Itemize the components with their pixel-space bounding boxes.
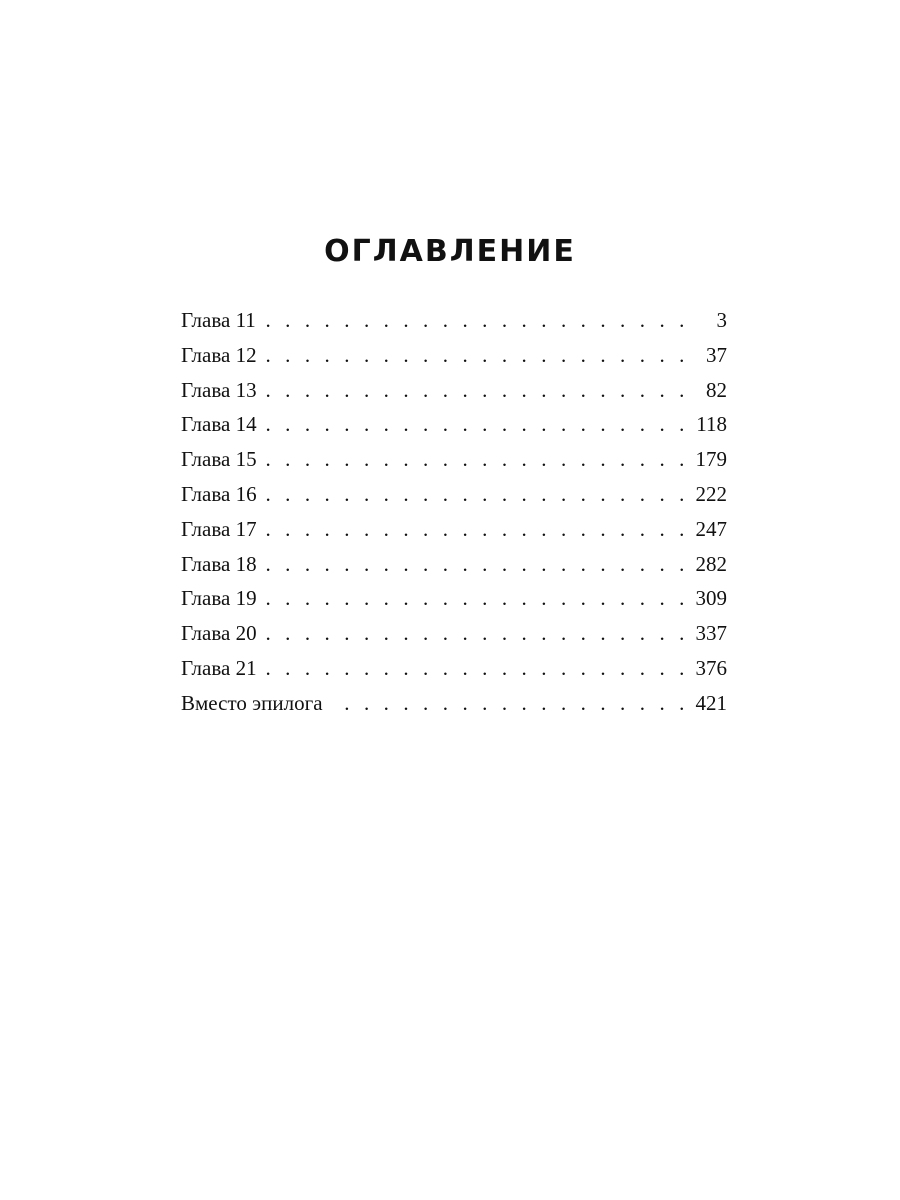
toc-dot-leader xyxy=(263,477,689,512)
toc-entry-label: Глава 21 xyxy=(181,655,257,680)
toc-dot-leader xyxy=(263,581,689,616)
toc-entry-page: 37 xyxy=(706,342,727,367)
toc-dot-leader xyxy=(263,512,689,547)
table-of-contents xyxy=(181,303,727,721)
toc-entry-page: 282 xyxy=(695,551,727,576)
toc-entry-label: Глава 12 xyxy=(181,342,257,367)
toc-entry-page: 421 xyxy=(695,690,727,715)
page-title: ОГЛАВЛЕНИЕ xyxy=(324,234,576,269)
toc-entry-page: 222 xyxy=(695,481,727,506)
toc-entry-label: Глава 15 xyxy=(181,447,257,472)
toc-entry-label: Глава 19 xyxy=(181,586,257,611)
toc-entry-label: Глава 17 xyxy=(181,516,257,541)
toc-entry-page: 82 xyxy=(706,377,727,402)
toc-entry-label: Глава 14 xyxy=(181,412,257,437)
toc-entry xyxy=(181,338,727,373)
toc-entry-label: Вместо эпилога xyxy=(181,690,323,715)
toc-entry xyxy=(181,651,727,686)
toc-entry-label: Глава 18 xyxy=(181,551,257,576)
toc-entry xyxy=(181,686,727,721)
toc-entry xyxy=(181,512,727,547)
toc-dot-leader xyxy=(263,338,689,373)
toc-entry-label: Глава 20 xyxy=(181,621,257,646)
toc-entry xyxy=(181,407,727,442)
toc-entry xyxy=(181,547,727,582)
toc-dot-leader xyxy=(263,407,689,442)
toc-entry-page: 376 xyxy=(695,655,727,680)
toc-entry xyxy=(181,581,727,616)
toc-dot-leader xyxy=(263,373,689,408)
toc-entry-label: Глава 11 xyxy=(181,308,256,332)
toc-entry xyxy=(181,303,727,338)
toc-entry xyxy=(181,373,727,408)
toc-entry xyxy=(181,616,727,651)
toc-entry-page: 247 xyxy=(695,516,727,541)
toc-entry-label: Глава 16 xyxy=(181,481,257,506)
toc-dot-leader xyxy=(263,442,689,477)
toc-entry-page: 179 xyxy=(695,447,727,472)
toc-entry-label: Глава 13 xyxy=(181,377,257,402)
toc-dot-leader xyxy=(263,616,689,651)
toc-entry xyxy=(181,477,727,512)
toc-dot-leader xyxy=(262,303,689,338)
toc-dot-leader xyxy=(263,547,689,582)
toc-entry-page: 309 xyxy=(695,586,727,611)
toc-entry-page: 3 xyxy=(716,308,727,332)
toc-entry xyxy=(181,442,727,477)
toc-entry-page: 118 xyxy=(696,412,727,437)
toc-entry-page: 337 xyxy=(695,621,727,646)
toc-dot-leader xyxy=(329,686,689,721)
toc-dot-leader xyxy=(263,651,689,686)
